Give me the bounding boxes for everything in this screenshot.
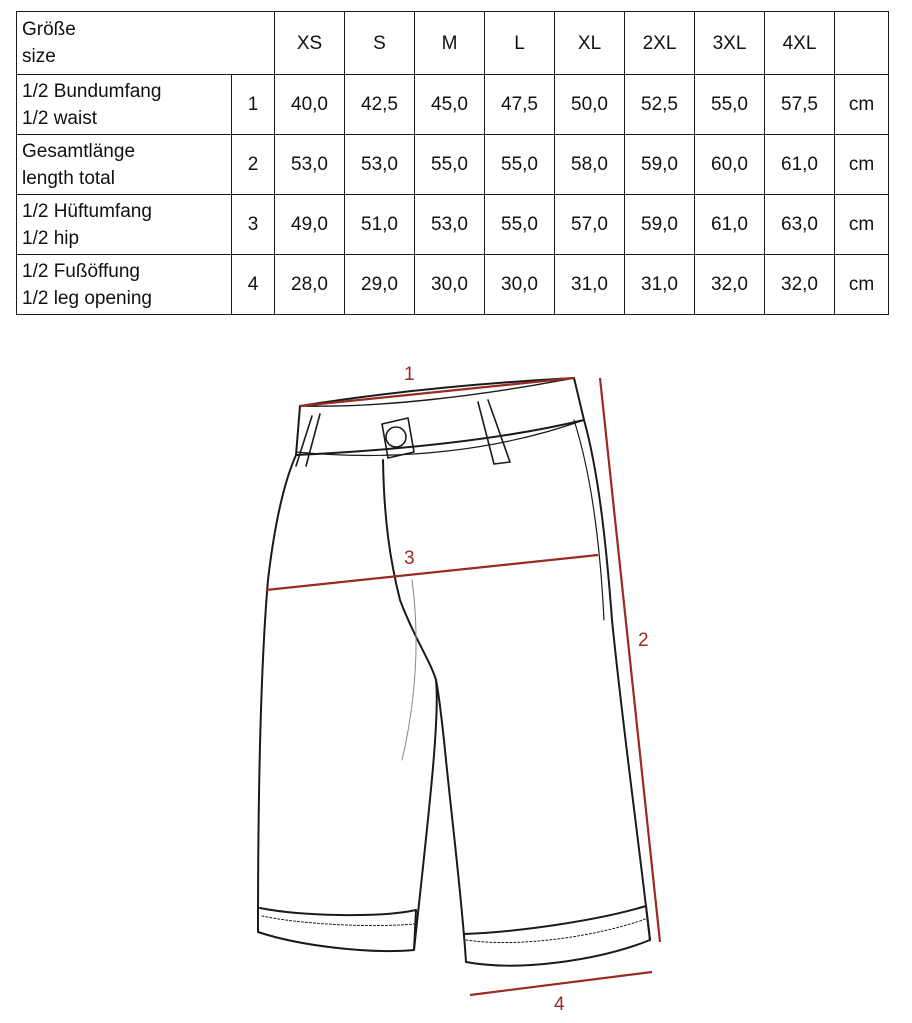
row-label-en: length total bbox=[22, 167, 115, 189]
size-2xl: 2XL bbox=[625, 12, 695, 75]
size-s: S bbox=[345, 12, 415, 75]
row-label-de: 1/2 Hüftumfang bbox=[22, 200, 152, 222]
measure-label-2: 2 bbox=[638, 630, 649, 651]
left-leg-inseam bbox=[383, 460, 437, 950]
measure-line-hip bbox=[266, 555, 598, 590]
value-cell: 61,0 bbox=[765, 135, 835, 195]
shorts-measurement-diagram bbox=[0, 355, 912, 1023]
value-cell: 59,0 bbox=[625, 135, 695, 195]
value-cell: 31,0 bbox=[555, 255, 625, 315]
value-cell: 30,0 bbox=[485, 255, 555, 315]
value-cell: 32,0 bbox=[695, 255, 765, 315]
row-label-en: 1/2 leg opening bbox=[22, 287, 152, 309]
size-table bbox=[16, 11, 889, 315]
value-cell: 53,0 bbox=[415, 195, 485, 255]
table-row bbox=[17, 135, 889, 195]
value-cell: 32,0 bbox=[765, 255, 835, 315]
unit-cell: cm bbox=[835, 195, 889, 255]
size-label-en: size bbox=[22, 46, 56, 67]
row-index: 4 bbox=[232, 255, 275, 315]
value-cell: 58,0 bbox=[555, 135, 625, 195]
front-crease bbox=[402, 580, 416, 760]
measure-label-1: 1 bbox=[404, 364, 415, 385]
row-label-en: 1/2 hip bbox=[22, 227, 80, 249]
left-leg-hem bbox=[258, 908, 416, 951]
size-l: L bbox=[485, 12, 555, 75]
value-cell: 55,0 bbox=[485, 135, 555, 195]
table-row bbox=[17, 195, 889, 255]
value-cell: 30,0 bbox=[415, 255, 485, 315]
row-label-en: 1/2 waist bbox=[22, 107, 97, 129]
value-cell: 57,0 bbox=[555, 195, 625, 255]
right-stitch bbox=[466, 918, 648, 943]
unit-cell: cm bbox=[835, 75, 889, 135]
measure-line-length bbox=[600, 378, 660, 942]
measure-line-leg-opening bbox=[470, 972, 652, 995]
row-index: 3 bbox=[232, 195, 275, 255]
row-label-de: 1/2 Bundumfang bbox=[22, 80, 162, 102]
value-cell: 31,0 bbox=[625, 255, 695, 315]
value-cell: 49,0 bbox=[275, 195, 345, 255]
right-leg-inner bbox=[446, 760, 466, 962]
value-cell: 61,0 bbox=[695, 195, 765, 255]
value-cell: 45,0 bbox=[415, 75, 485, 135]
unit-cell: cm bbox=[835, 135, 889, 195]
belt-loop-right bbox=[478, 400, 510, 464]
size-3xl: 3XL bbox=[695, 12, 765, 75]
right-side-seam bbox=[574, 420, 604, 620]
value-cell: 60,0 bbox=[695, 135, 765, 195]
value-cell: 28,0 bbox=[275, 255, 345, 315]
right-leg-hem bbox=[464, 906, 650, 966]
shorts-outline bbox=[258, 378, 650, 966]
value-cell: 63,0 bbox=[765, 195, 835, 255]
row-label bbox=[17, 135, 232, 195]
value-cell: 55,0 bbox=[415, 135, 485, 195]
value-cell: 59,0 bbox=[625, 195, 695, 255]
waistband-button bbox=[386, 427, 406, 447]
measurement-lines bbox=[266, 378, 660, 995]
measure-label-3: 3 bbox=[404, 548, 415, 569]
value-cell: 40,0 bbox=[275, 75, 345, 135]
value-cell: 53,0 bbox=[275, 135, 345, 195]
value-cell: 29,0 bbox=[345, 255, 415, 315]
left-stitch bbox=[262, 916, 414, 926]
value-cell: 47,5 bbox=[485, 75, 555, 135]
row-index: 2 bbox=[232, 135, 275, 195]
unit-header-empty bbox=[835, 12, 889, 75]
value-cell: 55,0 bbox=[485, 195, 555, 255]
value-cell: 50,0 bbox=[555, 75, 625, 135]
size-m: M bbox=[415, 12, 485, 75]
row-label-de: Gesamtlänge bbox=[22, 140, 136, 162]
crotch-curve bbox=[436, 680, 446, 760]
table-row bbox=[17, 75, 889, 135]
row-label bbox=[17, 195, 232, 255]
row-label-de: 1/2 Fußöffung bbox=[22, 260, 140, 282]
row-label bbox=[17, 255, 232, 315]
measure-label-4: 4 bbox=[554, 994, 565, 1015]
value-cell: 51,0 bbox=[345, 195, 415, 255]
header-row bbox=[17, 12, 889, 75]
row-index: 1 bbox=[232, 75, 275, 135]
value-cell: 42,5 bbox=[345, 75, 415, 135]
left-leg-outer bbox=[258, 455, 296, 932]
value-cell: 52,5 bbox=[625, 75, 695, 135]
measure-line-waist bbox=[300, 378, 574, 406]
size-label-de: Größe bbox=[22, 19, 76, 40]
row-label bbox=[17, 75, 232, 135]
size-xl: XL bbox=[555, 12, 625, 75]
size-header-cell bbox=[17, 12, 275, 75]
value-cell: 57,5 bbox=[765, 75, 835, 135]
waist-seam-lower bbox=[296, 420, 584, 455]
table-row bbox=[17, 255, 889, 315]
right-leg-outer bbox=[584, 420, 650, 940]
size-4xl: 4XL bbox=[765, 12, 835, 75]
waistband-outline bbox=[296, 378, 584, 455]
unit-cell: cm bbox=[835, 255, 889, 315]
value-cell: 53,0 bbox=[345, 135, 415, 195]
value-cell: 55,0 bbox=[695, 75, 765, 135]
size-xs: XS bbox=[275, 12, 345, 75]
